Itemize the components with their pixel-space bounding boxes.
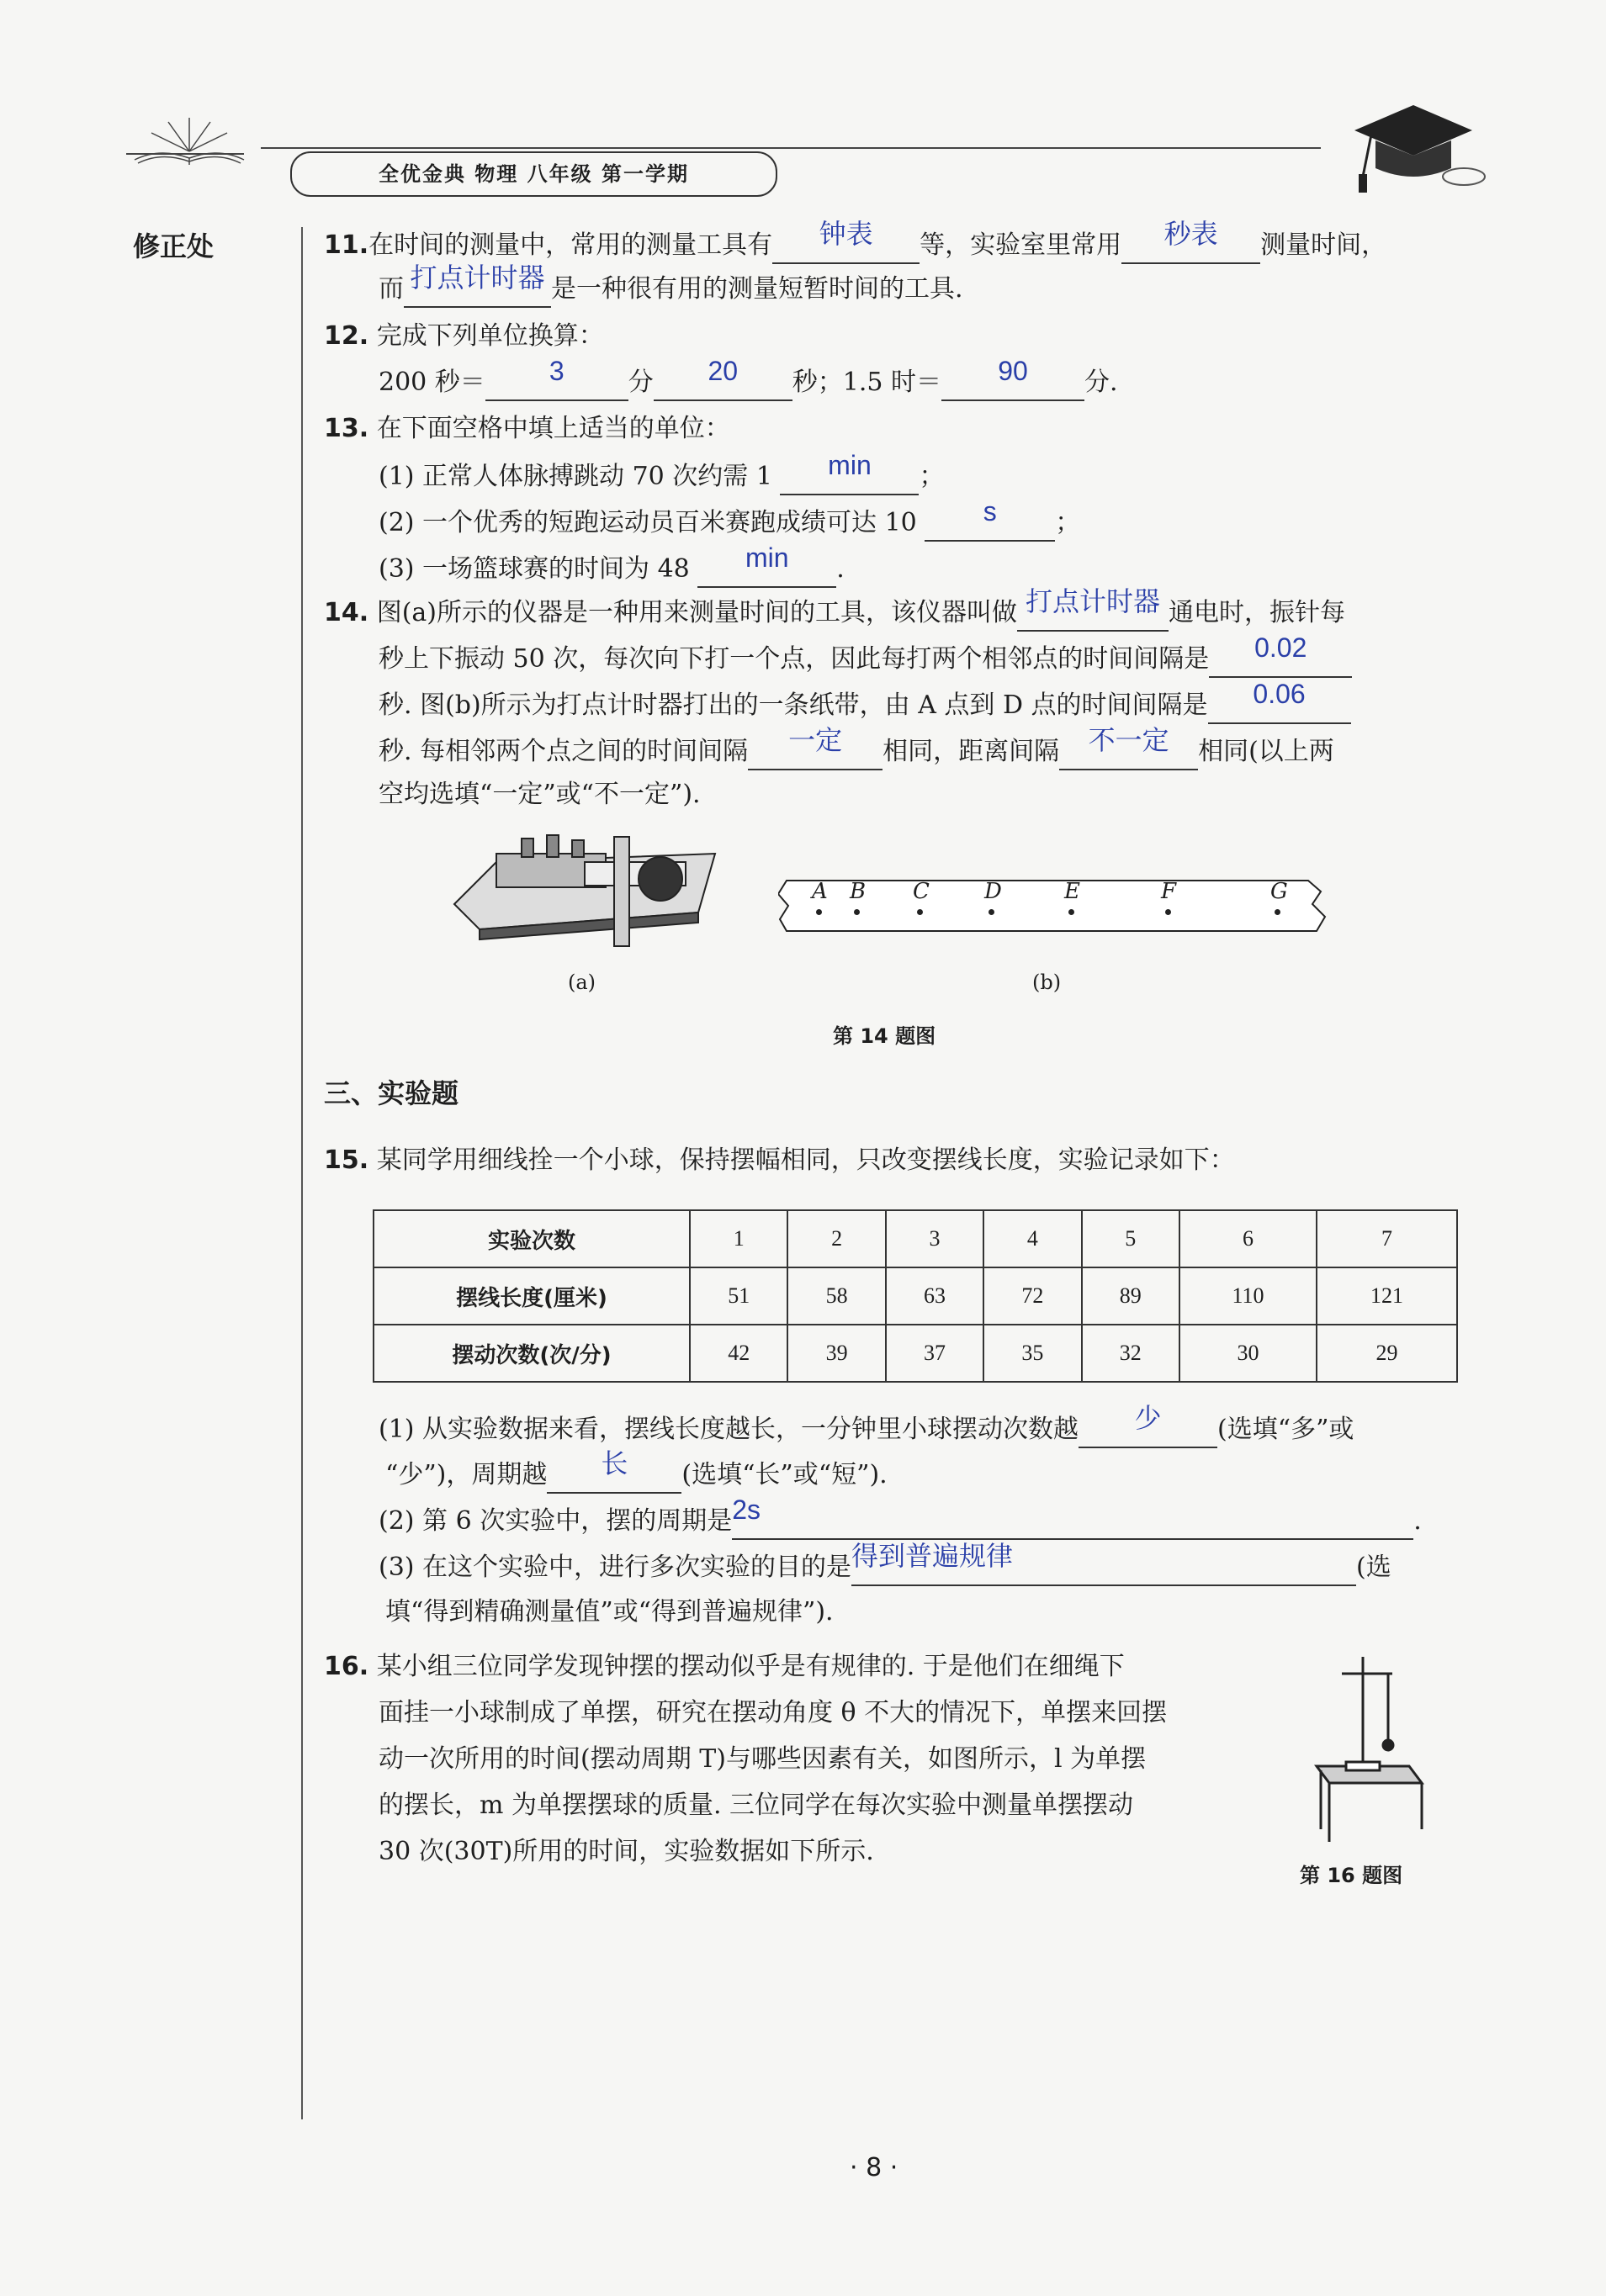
margin-rule xyxy=(301,227,303,2119)
question-15-sub3 xyxy=(379,1541,1391,1586)
answer-text: min xyxy=(745,542,789,573)
header-rule-left xyxy=(126,153,244,155)
table-cell: 5 xyxy=(1082,1210,1179,1267)
answer-blank[interactable] xyxy=(941,356,1084,401)
row-header: 实验次数 xyxy=(374,1210,690,1267)
graduation-cap-icon xyxy=(1338,97,1489,198)
book-logo-icon xyxy=(126,109,252,168)
question-15-sub3-line2 xyxy=(385,1595,834,1629)
question-text: 200 秒＝ xyxy=(379,368,485,397)
row-header: 摆动次数(次/分) xyxy=(374,1325,690,1382)
question-text: (2) 第 6 次实验中，摆的周期是 xyxy=(379,1506,733,1536)
question-text: . xyxy=(836,554,845,584)
question-text: (3) 在这个实验中，进行多次实验的目的是 xyxy=(379,1553,852,1582)
question-text: ； xyxy=(919,462,945,491)
ticker-timer-figure xyxy=(446,828,723,955)
table-cell: 42 xyxy=(690,1325,787,1382)
question-text: 面挂一小球制成了单摆，研究在摆动角度 θ 不大的情况下，单摆来回摆 xyxy=(379,1698,1168,1727)
answer-text: min xyxy=(828,450,872,480)
answer-text: 少 xyxy=(1134,1403,1162,1433)
question-text: 在时间的测量中，常用的测量工具有 xyxy=(368,230,773,260)
question-16-line4 xyxy=(379,1789,1133,1823)
question-text: 某小组三位同学发现钟摆的摆动似乎是有规律的. 于是他们在细绳下 xyxy=(376,1652,1125,1681)
table-cell: 51 xyxy=(690,1267,787,1325)
section-title: 三、实验题 xyxy=(324,1077,459,1109)
question-text: 分. xyxy=(1084,368,1118,397)
figure-16-caption: 第 16 题图 xyxy=(1300,1864,1403,1887)
tape-point-c xyxy=(913,879,930,915)
table-cell: 6 xyxy=(1179,1210,1317,1267)
answer-blank[interactable] xyxy=(1208,679,1351,724)
question-16-line2 xyxy=(379,1696,1167,1730)
point-label: A xyxy=(812,879,828,904)
answer-blank[interactable] xyxy=(547,1448,681,1494)
question-16 xyxy=(324,1650,1125,1684)
pendulum-figure xyxy=(1300,1648,1426,1850)
table-cell: 29 xyxy=(1317,1325,1457,1382)
question-text: 分 xyxy=(628,368,654,397)
question-text: 秒. 图(b)所示为打点计时器打出的一条纸带，由 A 点到 D 点的时间间隔是 xyxy=(379,690,1208,720)
question-11-line2 xyxy=(379,262,963,308)
table-cell: 2 xyxy=(787,1210,885,1267)
answer-text: s xyxy=(983,496,997,526)
tape-point-f xyxy=(1161,879,1176,915)
question-text: (2) 一个优秀的短跑运动员百米赛跑成绩可达 10 xyxy=(379,508,917,537)
point-label: C xyxy=(913,879,930,904)
answer-blank[interactable] xyxy=(1079,1403,1217,1448)
question-14 xyxy=(324,586,1345,632)
tape-point-e xyxy=(1064,879,1080,915)
point-label: D xyxy=(984,879,1002,904)
point-label: G xyxy=(1270,879,1288,904)
question-15-sub1-line2 xyxy=(385,1448,888,1494)
question-text: 等，实验室里常用 xyxy=(920,230,1122,260)
question-12 xyxy=(324,320,604,353)
question-12-line2 xyxy=(379,356,1118,401)
question-15-sub1 xyxy=(379,1403,1354,1448)
question-number: 13. xyxy=(324,414,369,443)
question-15-sub2 xyxy=(379,1495,1422,1540)
question-text: 完成下列单位换算： xyxy=(376,321,604,351)
tape-point-d xyxy=(984,879,1002,915)
table-cell: 39 xyxy=(787,1325,885,1382)
question-text: ； xyxy=(1055,508,1081,537)
question-text: (1) 从实验数据来看，摆线长度越长，一分钟里小球摆动次数越 xyxy=(379,1415,1079,1444)
table-cell: 72 xyxy=(983,1267,1081,1325)
figure-a-caption: (a) xyxy=(568,971,596,994)
tape-point-g xyxy=(1270,879,1288,915)
answer-blank[interactable] xyxy=(697,542,836,588)
question-text: 相同(以上两 xyxy=(1198,737,1334,766)
question-text: 而 xyxy=(379,274,404,304)
question-text: 是一种很有用的测量短暂时间的工具. xyxy=(551,274,963,304)
question-text: 30 次(30T)所用的时间，实验数据如下所示. xyxy=(379,1837,874,1866)
question-text: 填“得到精确测量值”或“得到普遍规律”). xyxy=(385,1597,834,1627)
table-cell: 63 xyxy=(886,1267,983,1325)
question-11 xyxy=(324,219,1387,264)
table-cell: 1 xyxy=(690,1210,787,1267)
question-text: 图(a)所示的仪器是一种用来测量时间的工具，该仪器叫做 xyxy=(376,598,1017,627)
table-cell: 37 xyxy=(886,1325,983,1382)
answer-blank[interactable] xyxy=(1017,586,1169,632)
table-row xyxy=(374,1325,1457,1382)
answer-blank[interactable] xyxy=(1209,632,1352,678)
question-text: 秒上下振动 50 次，每次向下打一个点，因此每打两个相邻点的时间间隔是 xyxy=(379,644,1210,674)
answer-text: 不一定 xyxy=(1088,725,1169,755)
tape-point-a xyxy=(812,879,828,915)
answer-blank[interactable] xyxy=(772,219,920,264)
answer-text: 90 xyxy=(998,356,1028,386)
answer-blank[interactable] xyxy=(851,1541,1356,1586)
pendulum-data-table xyxy=(373,1209,1458,1383)
answer-text: 一定 xyxy=(788,725,843,755)
point-label: F xyxy=(1161,879,1177,904)
answer-text: 2s xyxy=(732,1495,761,1525)
answer-blank[interactable] xyxy=(748,725,883,770)
question-15 xyxy=(324,1144,1235,1177)
table-cell: 58 xyxy=(787,1267,885,1325)
question-14-line3 xyxy=(379,679,1351,724)
header-rule xyxy=(261,147,1321,149)
tape-points xyxy=(778,879,1333,929)
answer-text: 钟表 xyxy=(819,219,873,249)
question-text: . xyxy=(1413,1506,1422,1536)
question-16-line3 xyxy=(379,1743,1146,1776)
question-text: (3) 一场篮球赛的时间为 48 xyxy=(379,554,690,584)
table-cell: 30 xyxy=(1179,1325,1317,1382)
table-cell: 3 xyxy=(886,1210,983,1267)
question-text: “少”)，周期越 xyxy=(385,1460,548,1489)
question-13-item2 xyxy=(379,496,1081,542)
table-cell: 7 xyxy=(1317,1210,1457,1267)
answer-text: 秒表 xyxy=(1163,219,1218,249)
table-cell: 89 xyxy=(1082,1267,1179,1325)
answer-blank[interactable] xyxy=(404,262,551,308)
answer-blank[interactable] xyxy=(732,1495,1413,1540)
answer-blank[interactable] xyxy=(1059,725,1198,770)
question-text: 秒；1.5 时＝ xyxy=(792,368,942,397)
row-header: 摆线长度(厘米) xyxy=(374,1267,690,1325)
question-14-line4 xyxy=(379,725,1334,770)
table-cell: 4 xyxy=(983,1210,1081,1267)
question-13-item1 xyxy=(379,450,945,495)
table-row xyxy=(374,1267,1457,1325)
answer-text: 0.06 xyxy=(1253,679,1306,709)
answer-blank[interactable] xyxy=(1121,219,1260,264)
question-14-line2 xyxy=(379,632,1352,678)
point-label: B xyxy=(850,879,867,904)
question-text: (1) 正常人体脉搏跳动 70 次约需 1 xyxy=(379,462,772,491)
question-text: (选填“长”或“短”). xyxy=(681,1460,888,1489)
question-text: (选填“多”或 xyxy=(1217,1415,1354,1444)
answer-blank[interactable] xyxy=(485,356,628,401)
question-number: 14. xyxy=(324,598,369,627)
answer-text: 打点计时器 xyxy=(410,262,545,293)
question-number: 16. xyxy=(324,1652,369,1681)
tape-point-b xyxy=(850,879,866,915)
question-14-line5 xyxy=(379,778,701,812)
question-13-item3 xyxy=(379,542,845,588)
answer-text: 长 xyxy=(601,1448,628,1479)
figure-b-caption: (b) xyxy=(1032,971,1062,994)
question-text: 的摆长，m 为单摆摆球的质量. 三位同学在每次实验中测量单摆摆动 xyxy=(379,1791,1134,1820)
answer-text: 0.02 xyxy=(1254,632,1307,663)
question-text: 空均选填“一定”或“不一定”). xyxy=(379,780,701,809)
question-16-line5 xyxy=(379,1835,874,1869)
margin-label: 修正处 xyxy=(133,230,215,262)
table-cell: 121 xyxy=(1317,1267,1457,1325)
question-number: 12. xyxy=(324,321,369,351)
point-label: E xyxy=(1064,879,1080,904)
question-text: 在下面空格中填上适当的单位： xyxy=(376,414,730,443)
figure-14-caption: 第 14 题图 xyxy=(833,1024,936,1048)
question-text: 相同，距离间隔 xyxy=(883,737,1060,766)
question-text: 通电时，振针每 xyxy=(1169,598,1345,627)
question-text: 秒. 每相邻两个点之间的时间间隔 xyxy=(379,737,749,766)
answer-text: 20 xyxy=(708,356,739,386)
page-number: · 8 · xyxy=(850,2153,898,2182)
answer-blank[interactable] xyxy=(654,356,792,401)
answer-blank[interactable] xyxy=(925,496,1055,542)
question-13 xyxy=(324,412,730,446)
question-number: 11. xyxy=(324,230,369,260)
answer-text: 3 xyxy=(549,356,564,386)
question-number: 15. xyxy=(324,1145,369,1175)
question-text: (选 xyxy=(1356,1553,1391,1582)
question-text: 某同学用细线拴一个小球，保持摆幅相同，只改变摆线长度，实验记录如下： xyxy=(376,1145,1235,1175)
answer-text: 得到普遍规律 xyxy=(851,1541,1014,1571)
table-cell: 35 xyxy=(983,1325,1081,1382)
header-banner: 全优金典 物理 八年级 第一学期 xyxy=(290,151,777,197)
question-text: 动一次所用的时间(摆动周期 T)与哪些因素有关，如图所示，l 为单摆 xyxy=(379,1744,1147,1774)
answer-blank[interactable] xyxy=(780,450,919,495)
table-row xyxy=(374,1210,1457,1267)
table-cell: 110 xyxy=(1179,1267,1317,1325)
question-text: 测量时间， xyxy=(1260,230,1387,260)
answer-text: 打点计时器 xyxy=(1025,586,1160,616)
table-cell: 32 xyxy=(1082,1325,1179,1382)
